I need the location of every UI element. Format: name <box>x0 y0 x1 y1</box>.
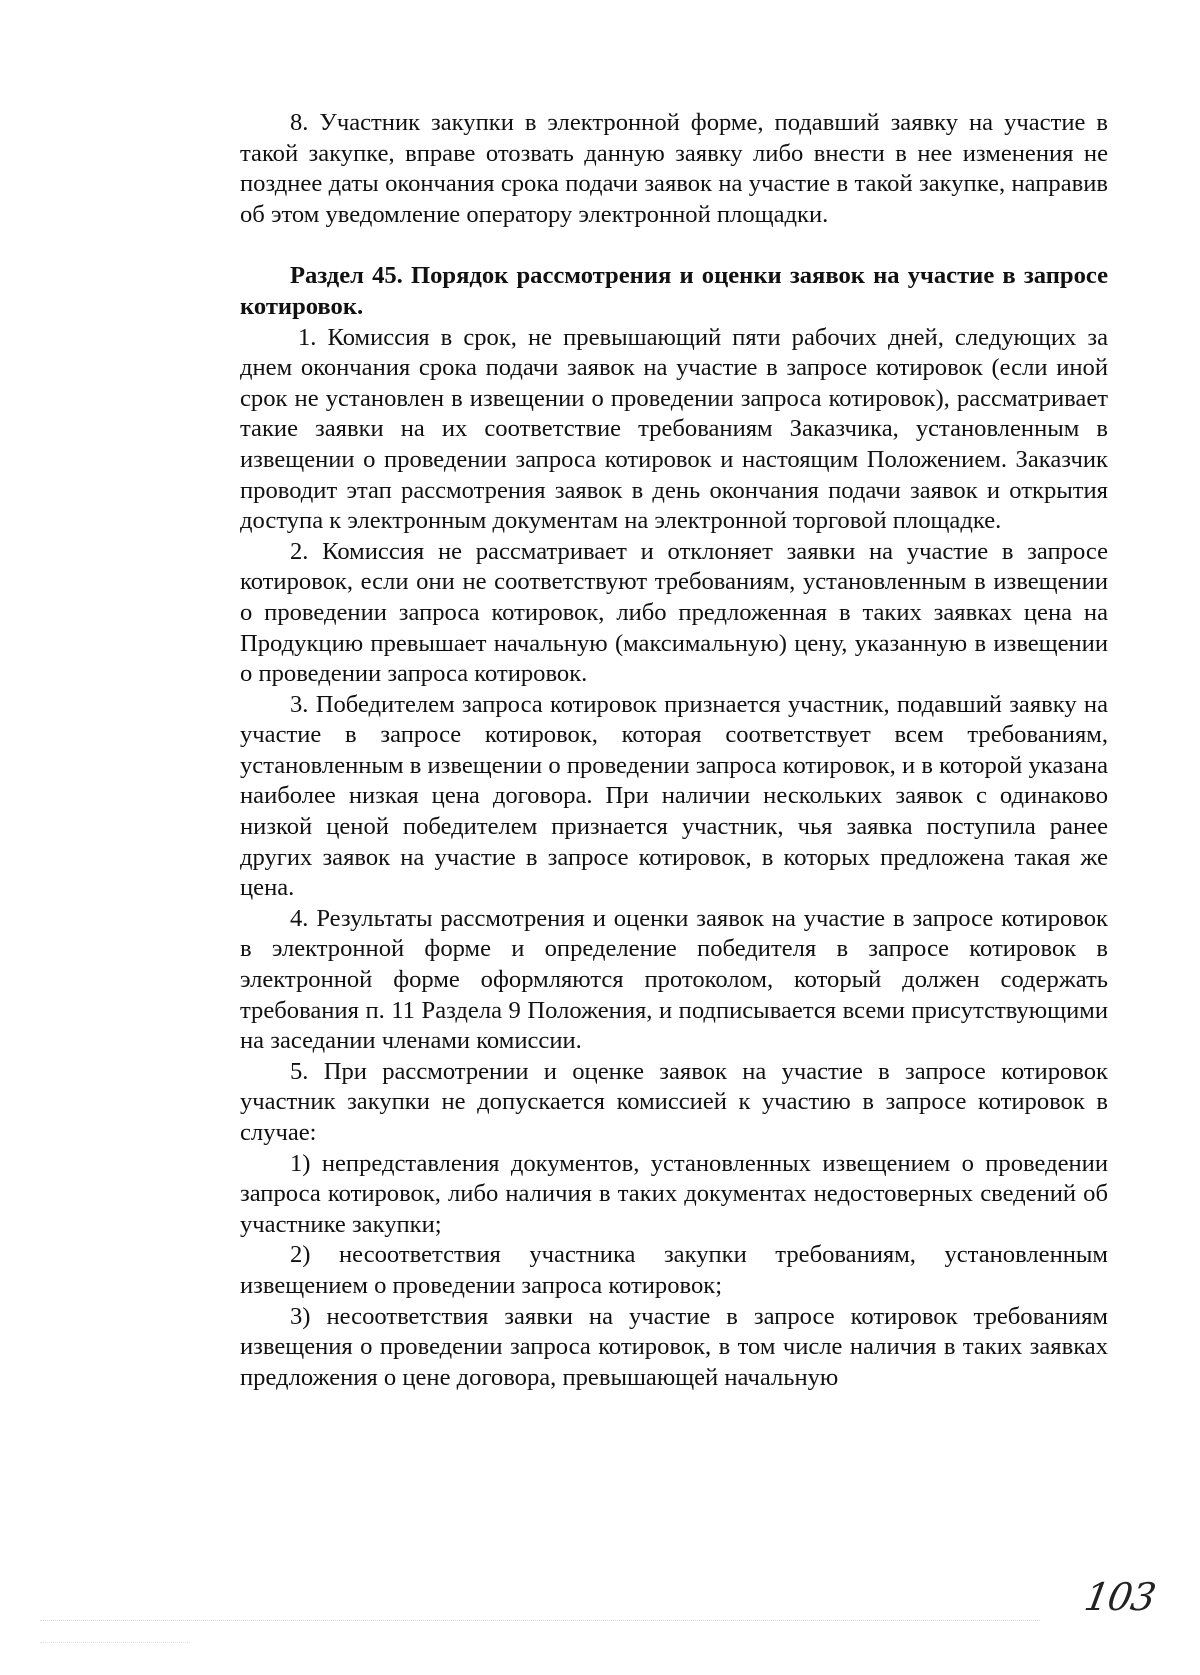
sub-item-3: 3) несоответствия заявки на участие в запросе котировок требованиям извещения о проведении запроса котировок, в том числе наличия в таких заявках предложения о цене договора, превышающей начальную <box>240 1302 1108 1391</box>
scan-artifact-line-2 <box>40 1642 190 1645</box>
item-4: 4. Результаты рассмотрения и оценки заявок на участие в запросе котировок в электронной форме и определение победителя в запросе котировок в электронной форме оформляются протоколом, который должен содержать требования п. 11 Раздела 9 Положения, и подписывается всеми присутствующими на заседании членами комиссии. <box>240 904 1108 1055</box>
scan-artifact-line <box>40 1620 1040 1623</box>
section-title: Раздел 45. Порядок рассмотрения и оценки заявок на участие в запросе котировок. <box>240 262 1108 320</box>
document-body <box>240 108 1108 1393</box>
paragraph-8: 8. Участник закупки в электронной форме, подавший заявку на участие в такой закупке, вправе отозвать данную заявку либо внести в нее изменения не позднее даты окончания срока подачи заявок на участие в такой закупке, направив об этом уведомление оператору электронной площадки. <box>240 109 1108 228</box>
item-3: 3. Победителем запроса котировок признается участник, подавший заявку на участие в запросе котировок, которая соответствует всем требованиям, установленным в извещении о проведении запроса котировок, и в которой указана наиболее низкая цена договора. При наличии нескольких заявок с одинаково низкой ценой победителем признается участник, чья заявка поступила ранее других заявок на участие в запросе котировок, в которых предложена такая же цена. <box>240 690 1108 902</box>
handwritten-page-number: 103 <box>1081 1575 1159 1619</box>
item-1: 1. Комиссия в срок, не превышающий пяти рабочих дней, следующих за днем окончания срока подачи заявок на участие в запросе котировок (если иной срок не установлен в извещении о проведении запроса котировок), рассматривает такие заявки на их соответствие требованиям Заказчика, установленным в извещении о проведении запроса котировок и настоящим Положением. Заказчик проводит этап рассмотрения заявок в день окончания подачи заявок и открытия доступа к электронным документам на электронной торговой площадке. <box>240 323 1108 535</box>
item-2: 2. Комиссия не рассматривает и отклоняет заявки на участие в запросе котировок, если они не соответствуют требованиям, установленным в извещении о проведении запроса котировок, либо предложенная в таких заявках цена на Продукцию превышает начальную (максимальную) цену, указанную в извещении о проведении запроса котировок. <box>240 537 1108 688</box>
sub-item-1: 1) непредставления документов, установленных извещением о проведении запроса котировок, либо наличия в таких документах недостоверных сведений об участнике закупки; <box>240 1149 1108 1238</box>
item-5: 5. При рассмотрении и оценке заявок на участие в запросе котировок участник закупки не допускается комиссией к участию в запросе котировок в случае: <box>240 1057 1108 1146</box>
sub-item-2: 2) несоответствия участника закупки требованиям, установленным извещением о проведении запроса котировок; <box>240 1241 1108 1299</box>
